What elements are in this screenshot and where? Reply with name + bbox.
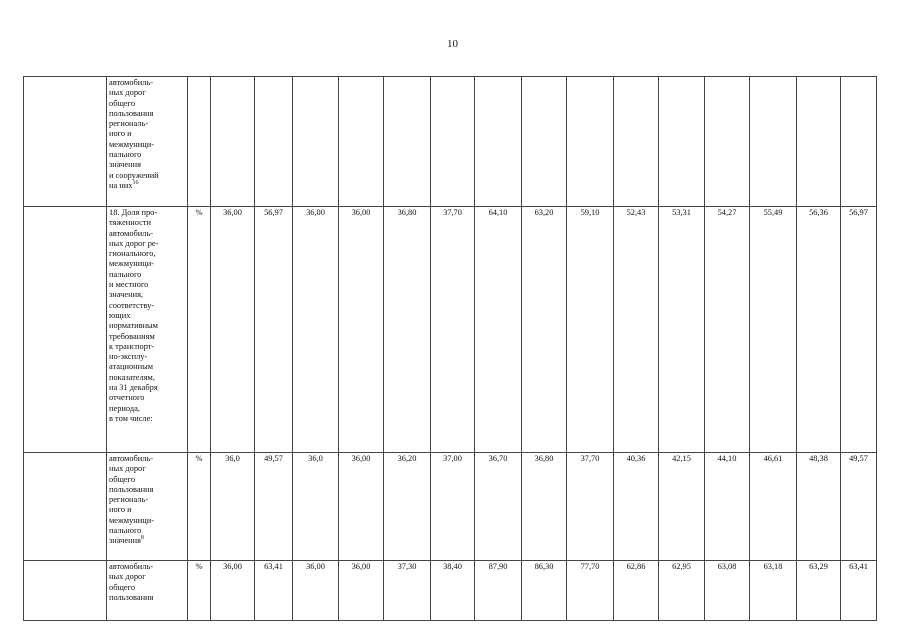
indicator-name-cell: [107, 561, 188, 621]
value-cell: [522, 77, 567, 207]
value-cell: 36,00: [339, 561, 384, 621]
indicator-name-cell: [107, 207, 188, 453]
value-cell: [384, 77, 431, 207]
table-row: [24, 561, 877, 621]
indicator-name: автомобиль- ных дорог общего пользования региональ- ного и межмуници- пального значения: [109, 454, 155, 546]
blank-cell: [24, 453, 107, 561]
value-cell: 63,20: [522, 207, 567, 453]
value-cell: 54,27: [705, 207, 750, 453]
value-cell: [750, 77, 797, 207]
value-cell: 37,70: [431, 207, 475, 453]
value-cell: 56,97: [255, 207, 293, 453]
value-cell: 36,00: [339, 453, 384, 561]
value-cell: 37,70: [567, 453, 614, 561]
value-cell: 40,36: [614, 453, 659, 561]
value-cell: 56,97: [841, 207, 877, 453]
value-cell: 36,00: [293, 207, 339, 453]
value-cell: 86,30: [522, 561, 567, 621]
value-cell: 49,57: [255, 453, 293, 561]
unit-cell: %: [188, 561, 211, 621]
value-cell: 63,18: [750, 561, 797, 621]
indicators-table: [23, 76, 877, 621]
value-cell: 53,31: [659, 207, 705, 453]
value-cell: 36,00: [211, 561, 255, 621]
unit-cell: [188, 77, 211, 207]
footnote-marker: 16: [132, 180, 139, 187]
value-cell: [293, 77, 339, 207]
value-cell: [255, 77, 293, 207]
blank-cell: [24, 77, 107, 207]
value-cell: 46,61: [750, 453, 797, 561]
value-cell: 36,80: [522, 453, 567, 561]
table-row: [24, 77, 877, 207]
value-cell: 36,0: [293, 453, 339, 561]
value-cell: 44,10: [705, 453, 750, 561]
value-cell: 62,95: [659, 561, 705, 621]
value-cell: 55,49: [750, 207, 797, 453]
value-cell: [475, 77, 522, 207]
value-cell: 36,80: [384, 207, 431, 453]
value-cell: 63,29: [797, 561, 841, 621]
value-cell: 36,20: [384, 453, 431, 561]
value-cell: 38,40: [431, 561, 475, 621]
value-cell: 36,00: [293, 561, 339, 621]
blank-cell: [24, 561, 107, 621]
value-cell: 36,0: [211, 453, 255, 561]
page-number: 10: [447, 38, 458, 50]
value-cell: 56,36: [797, 207, 841, 453]
value-cell: 49,57: [841, 453, 877, 561]
value-cell: 36,00: [211, 207, 255, 453]
value-cell: [705, 77, 750, 207]
value-cell: 87,90: [475, 561, 522, 621]
value-cell: [339, 77, 384, 207]
value-cell: [841, 77, 877, 207]
value-cell: 59,10: [567, 207, 614, 453]
table-row: [24, 207, 877, 453]
value-cell: [797, 77, 841, 207]
value-cell: 37,30: [384, 561, 431, 621]
indicator-name: автомобиль- ных дорог общего пользования региональ- ного и межмуници- пального значения и сооружений на них: [109, 78, 159, 190]
unit-cell: %: [188, 453, 211, 561]
indicator-name-cell: [107, 453, 188, 561]
indicator-name-cell: [107, 77, 188, 207]
unit-cell: %: [188, 207, 211, 453]
table-body: [24, 77, 877, 621]
value-cell: 63,41: [841, 561, 877, 621]
value-cell: 63,08: [705, 561, 750, 621]
value-cell: 77,70: [567, 561, 614, 621]
value-cell: 36,70: [475, 453, 522, 561]
value-cell: [659, 77, 705, 207]
footnote-marker: 8: [140, 535, 144, 542]
value-cell: [431, 77, 475, 207]
value-cell: [567, 77, 614, 207]
indicator-name: автомобиль- ных дорог общего пользования: [109, 562, 154, 602]
indicator-name: 18. Доля про- тяженности автомобиль- ных дорог ре- гионального, межмуници- пального и местного значения, соответству- ющих нормативным требованиям к транспорт- но-эксплу- атационным показателям, на 31 декабря отчетного периода, в том числе:: [109, 208, 159, 423]
value-cell: 52,43: [614, 207, 659, 453]
value-cell: [614, 77, 659, 207]
value-cell: 62,86: [614, 561, 659, 621]
value-cell: 42,15: [659, 453, 705, 561]
value-cell: 48,38: [797, 453, 841, 561]
value-cell: 37,00: [431, 453, 475, 561]
value-cell: 36,00: [339, 207, 384, 453]
value-cell: 64,10: [475, 207, 522, 453]
value-cell: [211, 77, 255, 207]
value-cell: 63,41: [255, 561, 293, 621]
table-row: [24, 453, 877, 561]
blank-cell: [24, 207, 107, 453]
